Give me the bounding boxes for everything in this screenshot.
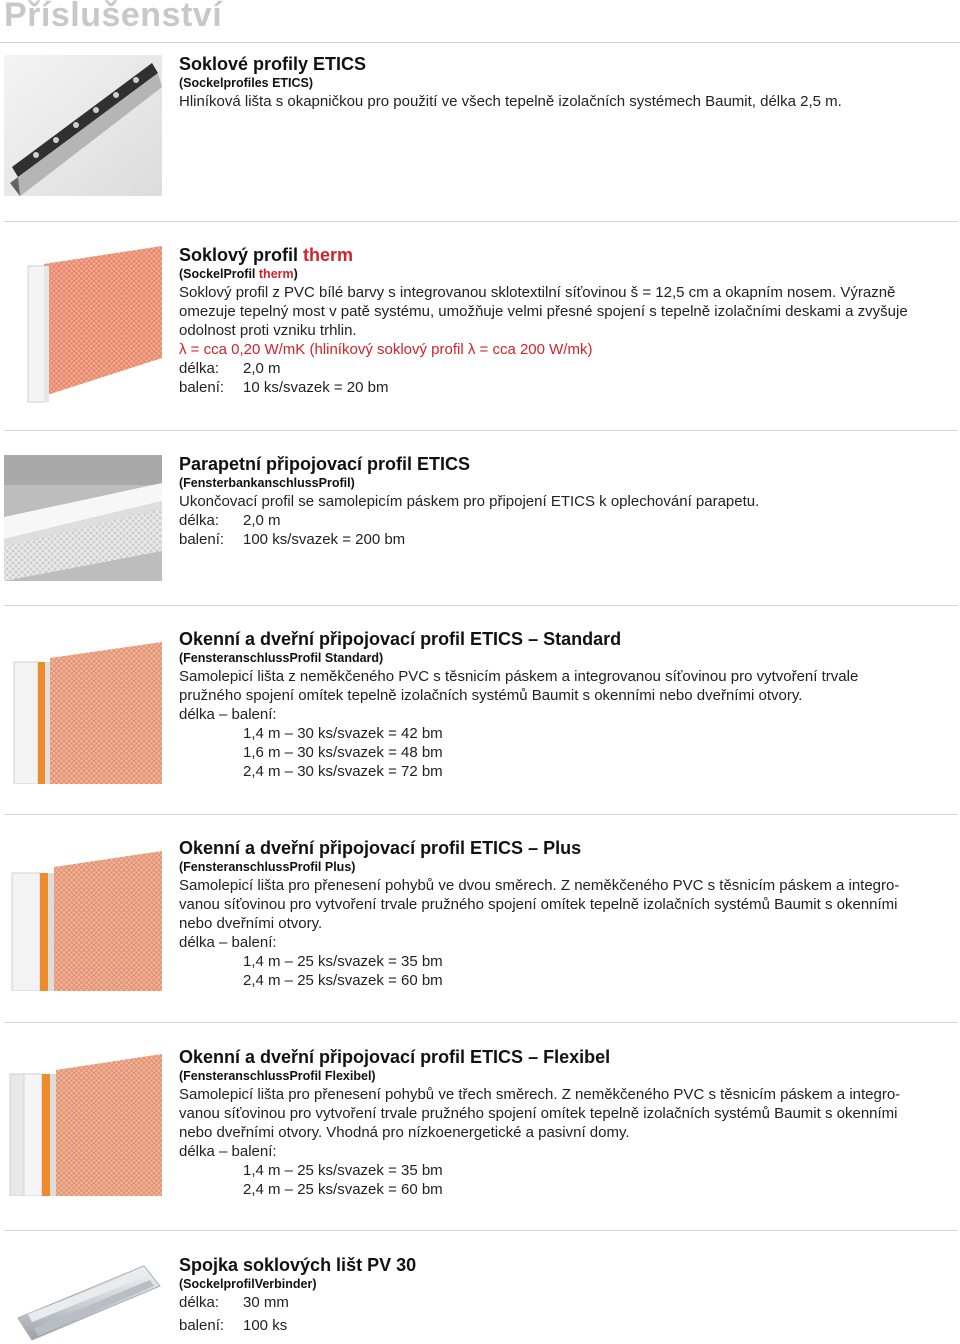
section-divider [4,1022,958,1023]
packaging-row: 2,4 m – 30 ks/svazek = 72 bm [243,763,443,780]
product-german-name: (SockelprofilVerbinder) [179,1277,317,1291]
description-line: Soklový profil z PVC bílé barvy s integrovanou sklotextilní síťovinou š = 12,5 cm a okapním nosem. Výrazně [179,284,896,301]
product-photo-therm-profile [4,246,162,404]
product-name: Spojka soklových lišt PV 30 [179,1255,417,1275]
product-name-therm: therm [303,245,354,265]
product-name: Soklové profily ETICS [179,54,367,74]
packaging-row: 1,4 m – 25 ks/svazek = 35 bm [243,953,443,970]
product-name [179,244,954,266]
packaging-row: 1,6 m – 30 ks/svazek = 48 bm [243,744,443,761]
description-line: vanou síťovinou pro vytvoření trvale pružného spojení omítek tepelně izolačních systémů Baumit s okenními [179,1105,898,1122]
product-description: Ukončovací profil se samolepicím páskem pro připojení ETICS k oplechování parapetu. [179,493,760,510]
length-packaging-label: délka – balení: [179,1143,277,1160]
section-divider [4,605,958,606]
section-divider [4,430,958,431]
german-name-therm: therm [258,267,294,281]
length-packaging-label: délka – balení: [179,706,277,723]
length-packaging-label: délka – balení: [179,934,277,951]
product-profile-connector [179,1254,954,1335]
description-line: Samolepicí lišta z neměkčeného PVC s těsnicím páskem a integrovanou síťovinou pro vytvoření trvale [179,668,859,685]
section-divider [4,1230,958,1231]
packaging-spec [179,378,954,397]
description-line: nebo dveřními otvory. Vhodná pro nízkoenergetické a pasivní domy. [179,1124,630,1141]
description-line: Samolepicí lišta pro přenesení pohybů ve dvou směrech. Z neměkčeného PVC s těsnicím páskem a integro- [179,877,900,894]
length-value: 2,0 m [243,360,281,377]
length-spec [179,1293,954,1312]
product-german-name: (FensterbankanschlussProfil) [179,476,355,490]
thermal-conductivity-note: λ = cca 0,20 W/mK (hliníkový soklový profil λ = cca 200 W/mk) [179,341,593,358]
packaging-value: 100 ks/svazek = 200 bm [243,531,406,548]
product-parapet-profile [179,453,954,549]
packaging-spec [179,1316,954,1335]
length-label: délka: [179,360,220,377]
section-divider [4,814,958,815]
product-german-name: (FensteranschlussProfil Standard) [179,651,384,665]
german-name-main: (SockelProfil [179,267,259,281]
packaging-spec [179,530,954,549]
section-divider [4,221,958,222]
product-name-main: Soklový profil [179,245,304,265]
length-label: délka: [179,1294,220,1311]
product-sockel-profiles [179,53,954,111]
product-window-profile-flexibel [179,1046,954,1199]
description-line: vanou síťovinou pro vytvoření trvale pružného spojení omítek tepelně izolačních systémů Baumit s okenními [179,896,898,913]
description-line: omezuje tepelný most v patě systému, umožňuje velmi přesné spojení s tepelně izolačními deskami a zvyšuje [179,303,908,320]
length-value: 2,0 m [243,512,281,529]
packaging-row: 2,4 m – 25 ks/svazek = 60 bm [243,972,443,989]
packaging-row: 2,4 m – 25 ks/svazek = 60 bm [243,1181,443,1198]
product-photo-window-standard [4,636,162,784]
product-window-profile-plus [179,837,954,990]
product-photo-profile-connector [4,1256,162,1342]
length-value: 30 mm [243,1294,289,1311]
packaging-label: balení: [179,531,225,548]
length-spec [179,359,954,378]
product-therm-profile [179,244,954,397]
product-description: Hliníková lišta s okapničkou pro použití ve všech tepelně izolačních systémech Baumit, délka 2,5 m. [179,93,842,110]
product-german-name [179,266,954,283]
product-photo-window-flexibel [4,1048,162,1196]
packaging-row: 1,4 m – 25 ks/svazek = 35 bm [243,1162,443,1179]
packaging-label: balení: [179,379,225,396]
product-german-name: (Sockelprofiles ETICS) [179,76,314,90]
description-line: nebo dveřními otvory. [179,915,323,932]
description-line: odolnost proti vzniku trhlin. [179,322,357,339]
product-name: Parapetní připojovací profil ETICS [179,454,471,474]
packaging-row: 1,4 m – 30 ks/svazek = 42 bm [243,725,443,742]
german-name-close: ) [293,267,298,281]
product-photo-window-plus [4,845,162,991]
product-german-name: (FensteranschlussProfil Plus) [179,860,356,874]
packaging-value: 100 ks [243,1317,288,1334]
product-german-name: (FensteranschlussProfil Flexibel) [179,1069,376,1083]
product-name: Okenní a dveřní připojovací profil ETICS – Standard [179,629,622,649]
packaging-label: balení: [179,1317,225,1334]
description-line: pružného spojení omítek tepelně izolačních systémů Baumit s okenními nebo dveřními otvory. [179,687,803,704]
title-divider [0,42,960,43]
page-title: Příslušenství [4,0,223,34]
packaging-value: 10 ks/svazek = 20 bm [243,379,389,396]
product-photo-parapet-profile [4,455,162,581]
product-photo-sockel-profile [4,55,162,196]
length-label: délka: [179,512,220,529]
product-name: Okenní a dveřní připojovací profil ETICS – Flexibel [179,1047,611,1067]
product-name: Okenní a dveřní připojovací profil ETICS – Plus [179,838,582,858]
length-spec [179,511,954,530]
product-window-profile-standard [179,628,954,781]
description-line: Samolepicí lišta pro přenesení pohybů ve třech směrech. Z neměkčeného PVC s těsnicím páskem a integro- [179,1086,901,1103]
